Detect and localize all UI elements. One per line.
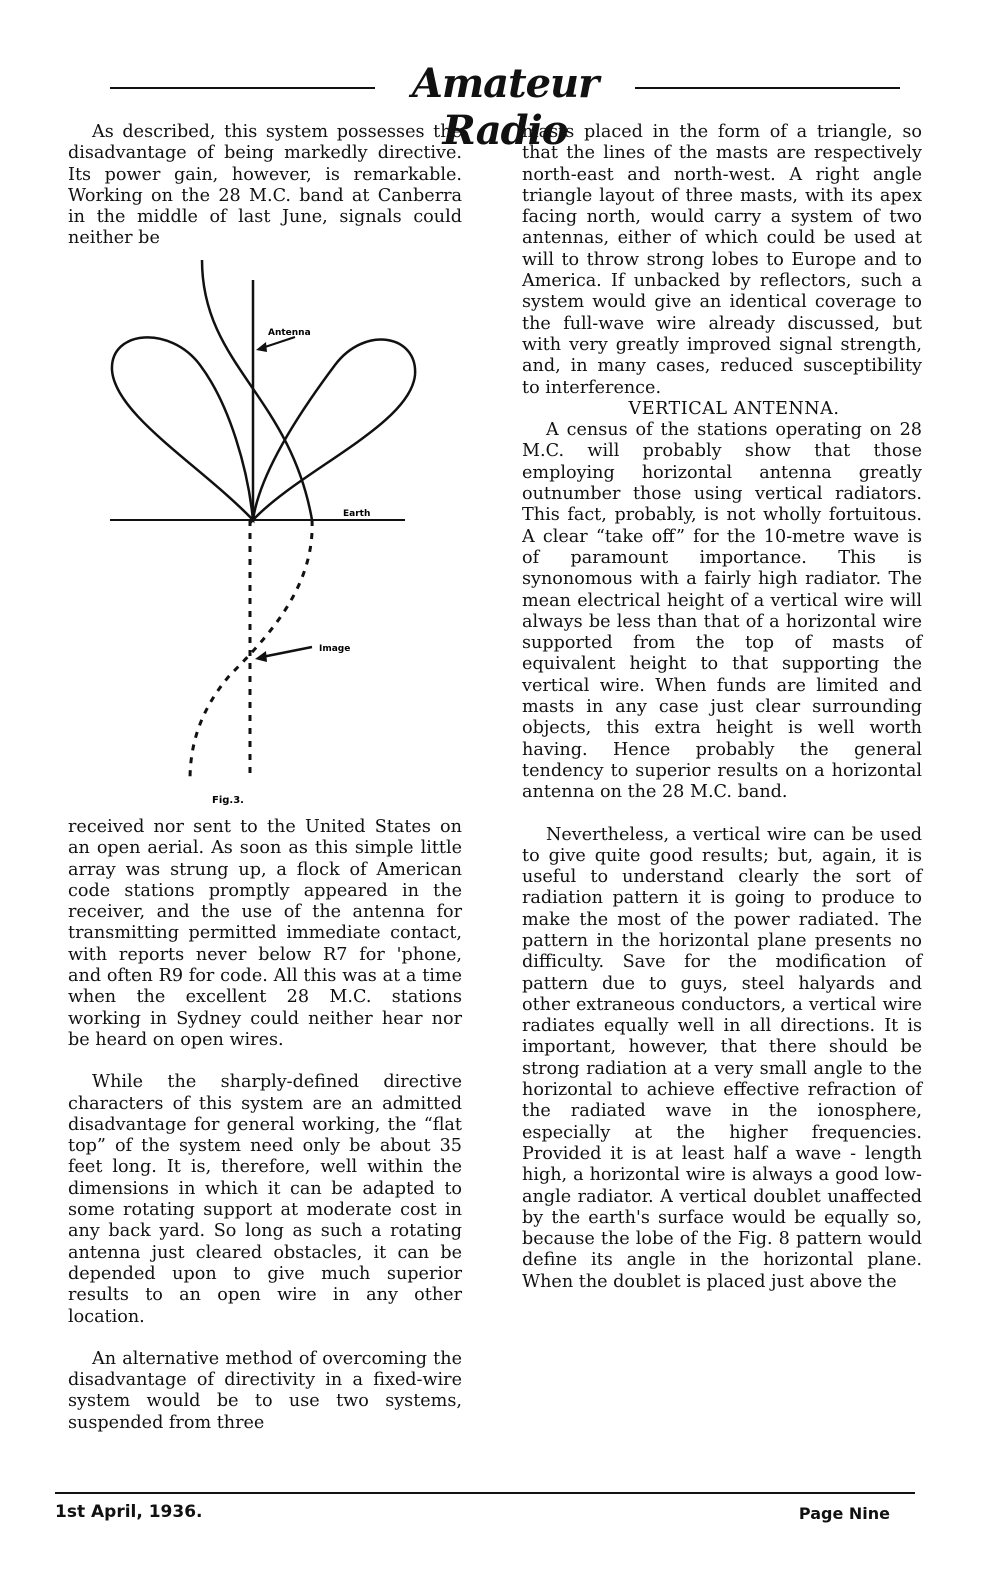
masthead bbox=[110, 60, 900, 154]
paragraph: masts placed in the form of a triangle, so that the lines of the masts are respectively north-east and north-west. A right angle triangle layout of three masts, with its apex facing north, would carry a system of two antennas, either of which could be used at will to throw strong lobes to Europe and to America. If unbacked by reflectors, such a system would give an identical coverage to the full-wave wire already discussed, but with very greatly improved signal strength, and, in many cases, reduced susceptibility to interference. bbox=[522, 122, 922, 398]
paragraph: An alternative method of overcoming the disadvantage of directivity in a fixed-wire system would be to use two systems, suspended from three bbox=[68, 1348, 462, 1433]
masthead-rule-right bbox=[635, 87, 900, 89]
page-number: Page Nine bbox=[798, 1504, 890, 1523]
paragraph: While the sharply-defined directive characters of this system are an admitted disadvantage for general working, the “flat top” of the system need only be about 35 feet long. It is, therefore, well within the dimensions in which it can be adapted to some rotating support at moderate cost in any back yard. So long as such a rotating antenna just cleared obstacles, it can be depended upon to give much superior results to an open wire in any other location. bbox=[68, 1072, 462, 1327]
label-image: Image bbox=[319, 644, 351, 654]
label-antenna: Antenna bbox=[268, 328, 311, 338]
paragraph: Nevertheless, a vertical wire can be used to give quite good results; but, again, it is useful to understand clearly the sort of radiation pattern it is going to produce to make the most of the power radiated. The pattern in the horizontal plane presents no difficulty. Save for the modification of pattern due to guys, steel halyards and other extraneous conductors, a vertical wire radiates equally well in all directions. It is important, however, that there should be strong radiation at a very small angle to the horizontal to achieve effective refraction of the radiated wave in the ionosphere, especially at the higher frequencies. Provided it is at least half a wave - length high, a horizontal wire is always a good low-angle radiator. A vertical doublet unaffected by the earth's surface would be equally so, because the lobe of the Fig. 8 pattern would define its angle in the horizontal plane. When the doublet is placed just above the bbox=[522, 824, 922, 1292]
section-heading: VERTICAL ANTENNA. bbox=[628, 398, 840, 419]
footer bbox=[55, 1492, 915, 1532]
masthead-rule-left bbox=[110, 87, 375, 89]
label-earth: Earth bbox=[343, 509, 371, 519]
right-column bbox=[522, 122, 922, 1293]
paragraph: received nor sent to the United States on an open aerial. As soon as this simple little array was strung up, a flock of American code stations promptly appeared in the receiver, and the use of the antenna for transmitting permitted immediate contact, with reports never below R7 for 'phone, and often R9 for code. All this was at a time when the excellent 28 M.C. stations working in Sydney could neither hear nor be heard on open wires. bbox=[68, 817, 462, 1050]
antenna-radiation-figure bbox=[90, 255, 450, 815]
left-column-bottom bbox=[68, 817, 462, 1434]
antenna-arrow-head bbox=[256, 342, 267, 352]
image-arrow-head bbox=[255, 651, 267, 662]
upper-curve bbox=[202, 260, 312, 520]
masthead-title: Amateur Radio bbox=[411, 60, 599, 154]
footer-rule bbox=[55, 1492, 915, 1494]
image-arrow bbox=[262, 647, 312, 657]
left-lobe bbox=[112, 337, 253, 520]
issue-date: 1st April, 1936. bbox=[55, 1502, 203, 1522]
antenna-arrow bbox=[262, 337, 295, 348]
paragraph: As described, this system possesses the disadvantage of being markedly directive. Its power gain, however, is remarkable. Working on the 28 M.C. band at Canberra in the middle of last June, signals could neither be bbox=[68, 122, 462, 249]
paragraph: A census of the stations operating on 28 M.C. will probably show that those employing horizontal antenna greatly outnumber those using vertical radiators. This fact, probably, is not wholly fortuitous. A clear “take off” for the 10-metre wave is of paramount importance. This is synonomous with a fairly high radiator. The mean electrical height of a vertical wire will always be less than that of a horizontal wire supported from the top of masts of equivalent height to that supporting the vertical wire. When funds are limited and masts in any case just clear surrounding objects, this extra height is well worth having. Hence probably the general tendency to superior results on a horizontal antenna on the 28 M.C. band. bbox=[522, 420, 922, 803]
figure-caption: Fig.3. bbox=[212, 795, 244, 806]
left-column-top bbox=[68, 122, 462, 250]
right-lobe bbox=[253, 340, 415, 520]
